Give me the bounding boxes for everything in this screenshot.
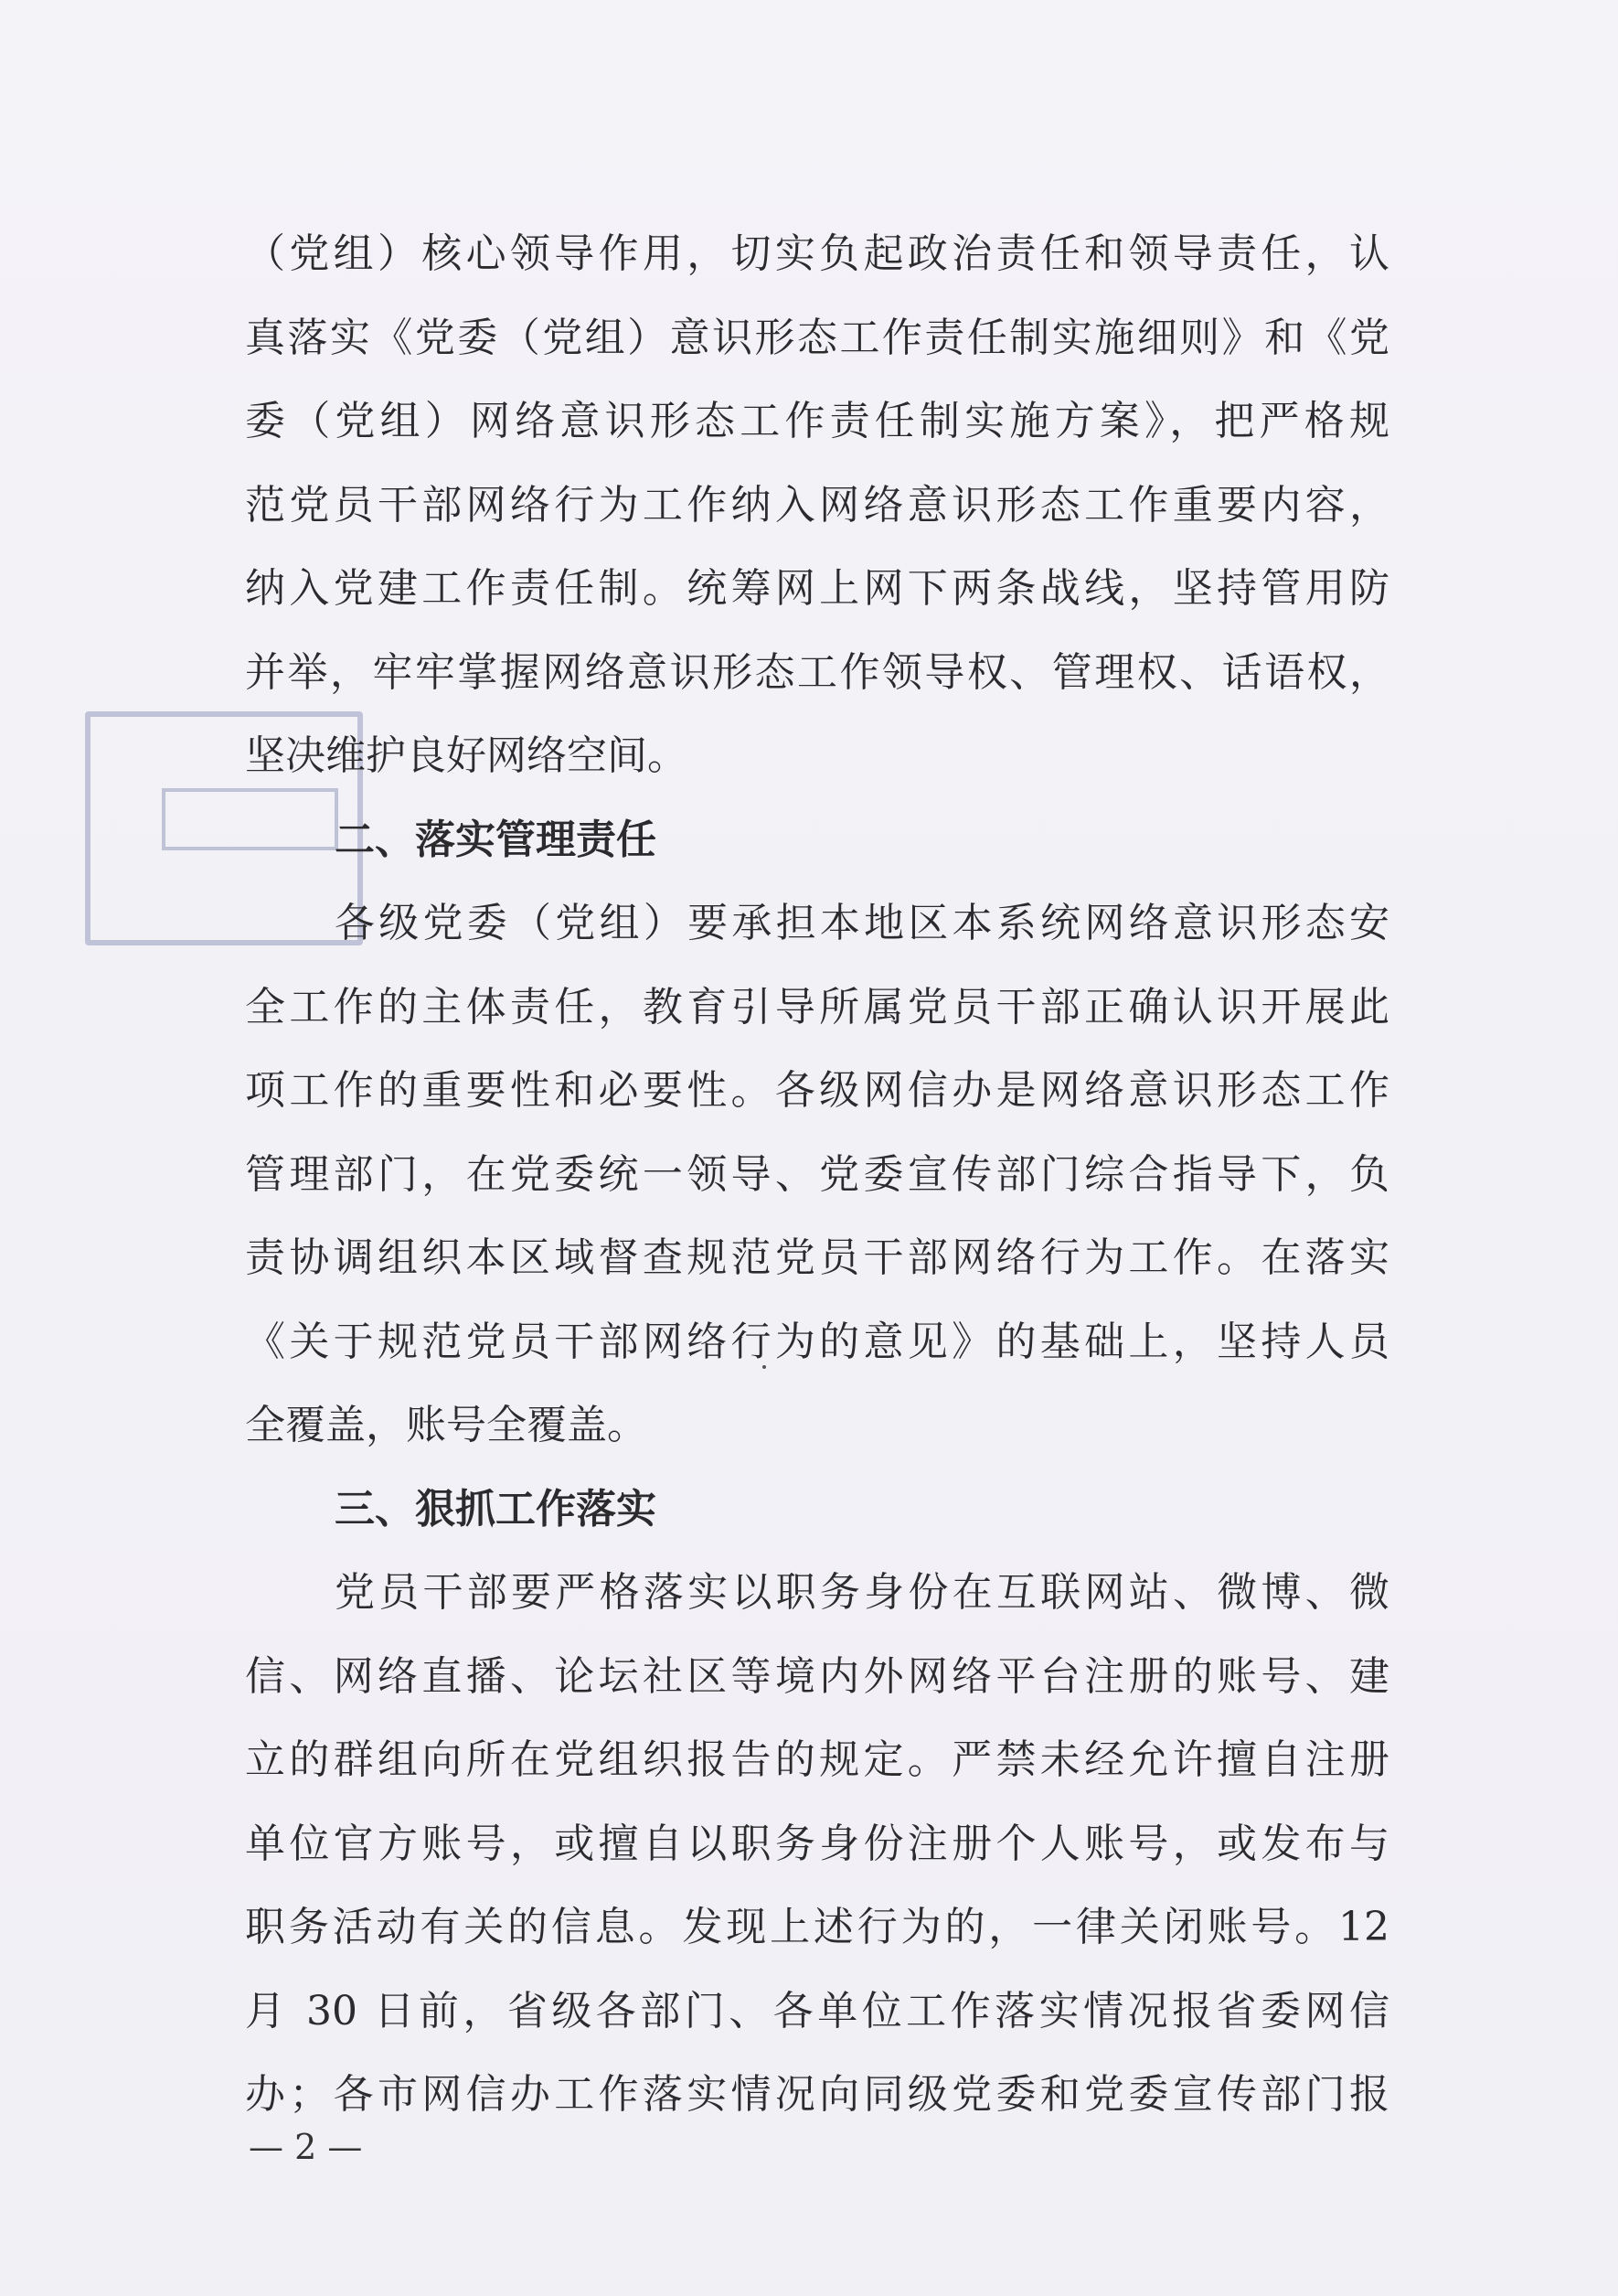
section-heading-3: 三、狠抓工作落实 [335,1485,656,1532]
text-line: 范党员干部网络行为工作纳入网络意识形态工作重要内容， [245,481,1389,529]
body-text [245,212,1389,2137]
text-line: 办；各市网信办工作落实情况向同级党委和党委宣传部门报 [245,2071,1389,2118]
text-line: 真落实《党委（党组）意识形态工作责任制实施细则》和《党 [245,314,1389,361]
text-line: 立的群组向所在党组织报告的规定。严禁未经允许擅自注册 [245,1736,1389,1783]
text-line: 全工作的主体责任，教育引导所属党员干部正确认识开展此 [245,983,1389,1031]
text-line: 党员干部要严格落实以职务身份在互联网站、微博、微 [335,1569,1389,1616]
text-line: 《关于规范党员干部网络行为的意见》的基础上，坚持人员 [245,1318,1389,1365]
text-line: 单位官方账号，或擅自以职务身份注册个人账号，或发布与 [245,1820,1389,1867]
text-line: 各级党委（党组）要承担本地区本系统网络意识形态安 [335,900,1389,946]
text-line: 坚决维护良好网络空间。 [245,732,687,779]
section-heading-2: 二、落实管理责任 [335,816,656,863]
scan-speck [762,1365,766,1369]
text-line: 月 30 日前，省级各部门、各单位工作落实情况报省委网信 [245,1987,1389,2034]
text-line: 责协调组织本区域督查规范党员干部网络行为工作。在落实 [245,1234,1389,1281]
page-number: — 2 — [249,2127,363,2167]
text-line: 纳入党建工作责任制。统筹网上网下两条战线，坚持管用防 [245,565,1389,612]
text-line: 全覆盖，账号全覆盖。 [245,1402,647,1448]
text-line: （党组）核心领导作用，切实负起政治责任和领导责任，认 [245,230,1389,277]
text-line: 项工作的重要性和必要性。各级网信办是网络意识形态工作 [245,1067,1389,1114]
text-line: 信、网络直播、论坛社区等境内外网络平台注册的账号、建 [245,1652,1389,1700]
text-line: 委（党组）网络意识形态工作责任制实施方案》，把严格规 [245,398,1389,444]
text-line: 职务活动有关的信息。发现上述行为的，一律关闭账号。12 [245,1904,1389,1950]
text-line: 管理部门，在党委统一领导、党委宣传部门综合指导下，负 [245,1150,1389,1198]
text-line: 并举，牢牢掌握网络意识形态工作领导权、管理权、话语权， [245,648,1389,696]
